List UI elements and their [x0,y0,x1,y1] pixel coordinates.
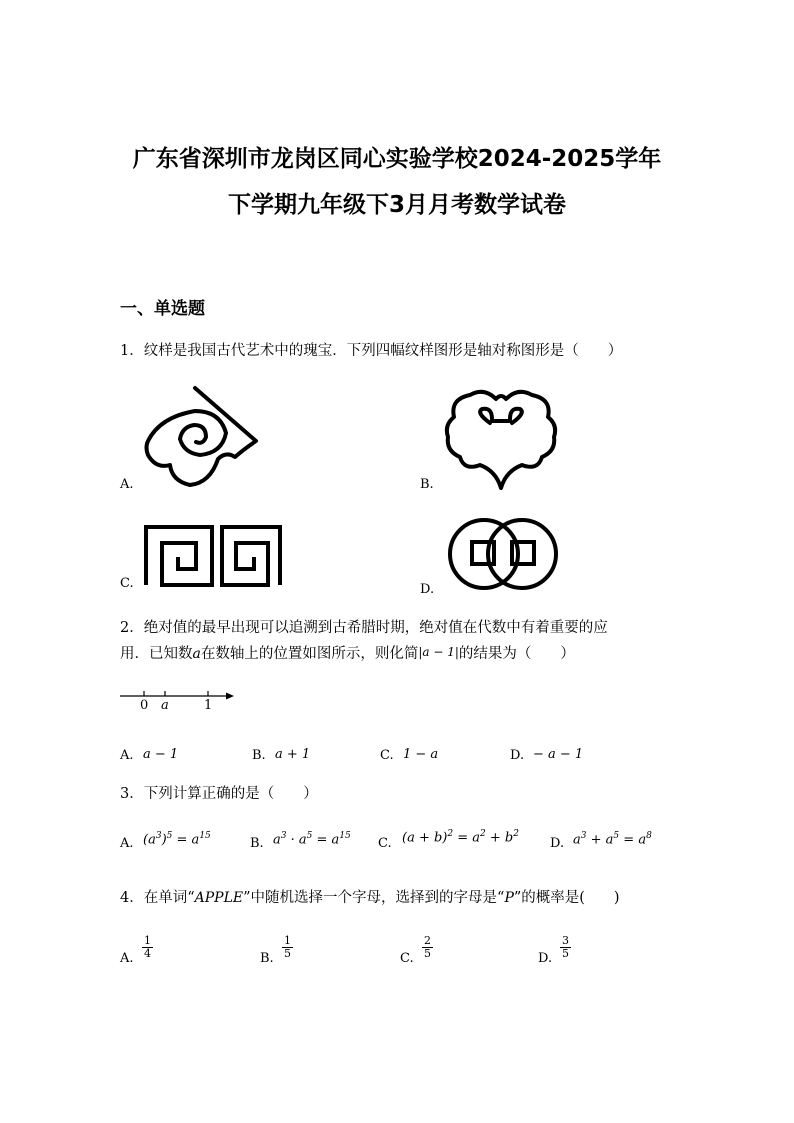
question-4-text [120,887,620,909]
question-2-line2 [120,641,575,665]
pattern-cloud-figure [440,385,562,490]
q2-text-pre: 用．已知数 [120,646,193,662]
q3-option-b-expr: $a^3 \cdot a^5 = a^{15}$ [273,831,351,848]
q2-option-b-expr: a + 1 [275,747,311,762]
q4-option-d-fraction [560,935,571,960]
q4-text-post: ”的概率是( ) [513,890,620,906]
q4-option-a-fraction [142,935,153,960]
q1-option-a-label: A. [120,477,134,492]
q1-option-b-label: B. [420,477,434,492]
q4-option-d-label: D. [538,951,553,966]
number-line-a-label: a [161,698,169,713]
pattern-fret-figure [142,523,286,589]
q4-option-c-numerator: 2 [424,934,431,947]
q4-text-pre: 4．在单词“ [120,890,195,906]
q2-option-b-label: B. [252,748,266,763]
q2-option-a-label: A. [120,748,134,763]
q4-option-b-label: B. [260,951,274,966]
q4-option-c-label: C. [400,951,414,966]
q4-option-a-label: A. [120,951,134,966]
q4-option-c-denominator: 5 [424,947,431,960]
q2-variable-a: a [192,646,201,662]
number-line-figure [118,688,238,718]
number-line-one-label: 1 [204,698,213,713]
q4-option-a-denominator: 4 [144,947,151,960]
q4-option-a-numerator: 1 [144,934,151,947]
q4-option-b-fraction [282,935,293,960]
q3-option-b-label: B. [250,836,264,851]
section-heading: 一、单选题 [120,299,205,319]
question-3-text: 3．下列计算正确的是（ ） [120,786,318,802]
q4-word: APPLE [194,890,244,906]
q2-option-d-label: D. [510,748,525,763]
q3-option-a-expr: $(a^3)^5 = a^{15}$ [143,831,211,848]
q2-option-d-expr: − a − 1 [533,747,584,762]
q4-option-b-numerator: 1 [284,934,291,947]
q3-option-a-label: A. [120,836,134,851]
q3-option-c-expr: $(a + b)^2 = a^2 + b^2$ [402,829,519,846]
q4-option-d-numerator: 3 [562,934,569,947]
q4-text-mid: ”中随机选择一个字母，选择到的字母是“ [243,890,505,906]
q3-option-c-label: C. [378,836,392,851]
q2-text-mid: 在数轴上的位置如图所示，则化简 [200,646,419,662]
q4-letter: P [504,890,514,906]
page-title-line2: 下学期九年级下3月月考数学试卷 [227,192,566,218]
q2-option-c-expr: 1 − a [403,747,439,762]
question-1-text: 1．纹样是我国古代艺术中的瑰宝．下列四幅纹样图形是轴对称图形是（ ） [120,343,623,359]
pattern-coins-figure [442,516,562,592]
q1-option-c-label: C. [120,576,134,591]
q4-option-c-fraction [422,935,433,960]
q1-option-d-label: D. [420,582,435,597]
q3-option-d-expr: $a^3 + a^5 = a^8$ [573,831,652,848]
q2-abs-expression: |a − 1| [418,645,459,659]
q4-option-b-denominator: 5 [284,947,291,960]
page-title-line1: 广东省深圳市龙岗区同心实验学校2024-2025学年 [132,146,662,172]
question-2-line1: 2．绝对值的最早出现可以追溯到古希腊时期，绝对值在代数中有着重要的应 [120,620,608,636]
q2-option-a-expr: a − 1 [143,747,179,762]
number-line-zero-label: 0 [140,698,149,713]
q2-text-post: 的结果为（ ） [458,646,575,662]
q2-option-c-label: C. [380,748,394,763]
q3-option-d-label: D. [550,836,565,851]
q4-option-d-denominator: 5 [562,947,569,960]
pattern-spiral-figure [140,385,262,490]
